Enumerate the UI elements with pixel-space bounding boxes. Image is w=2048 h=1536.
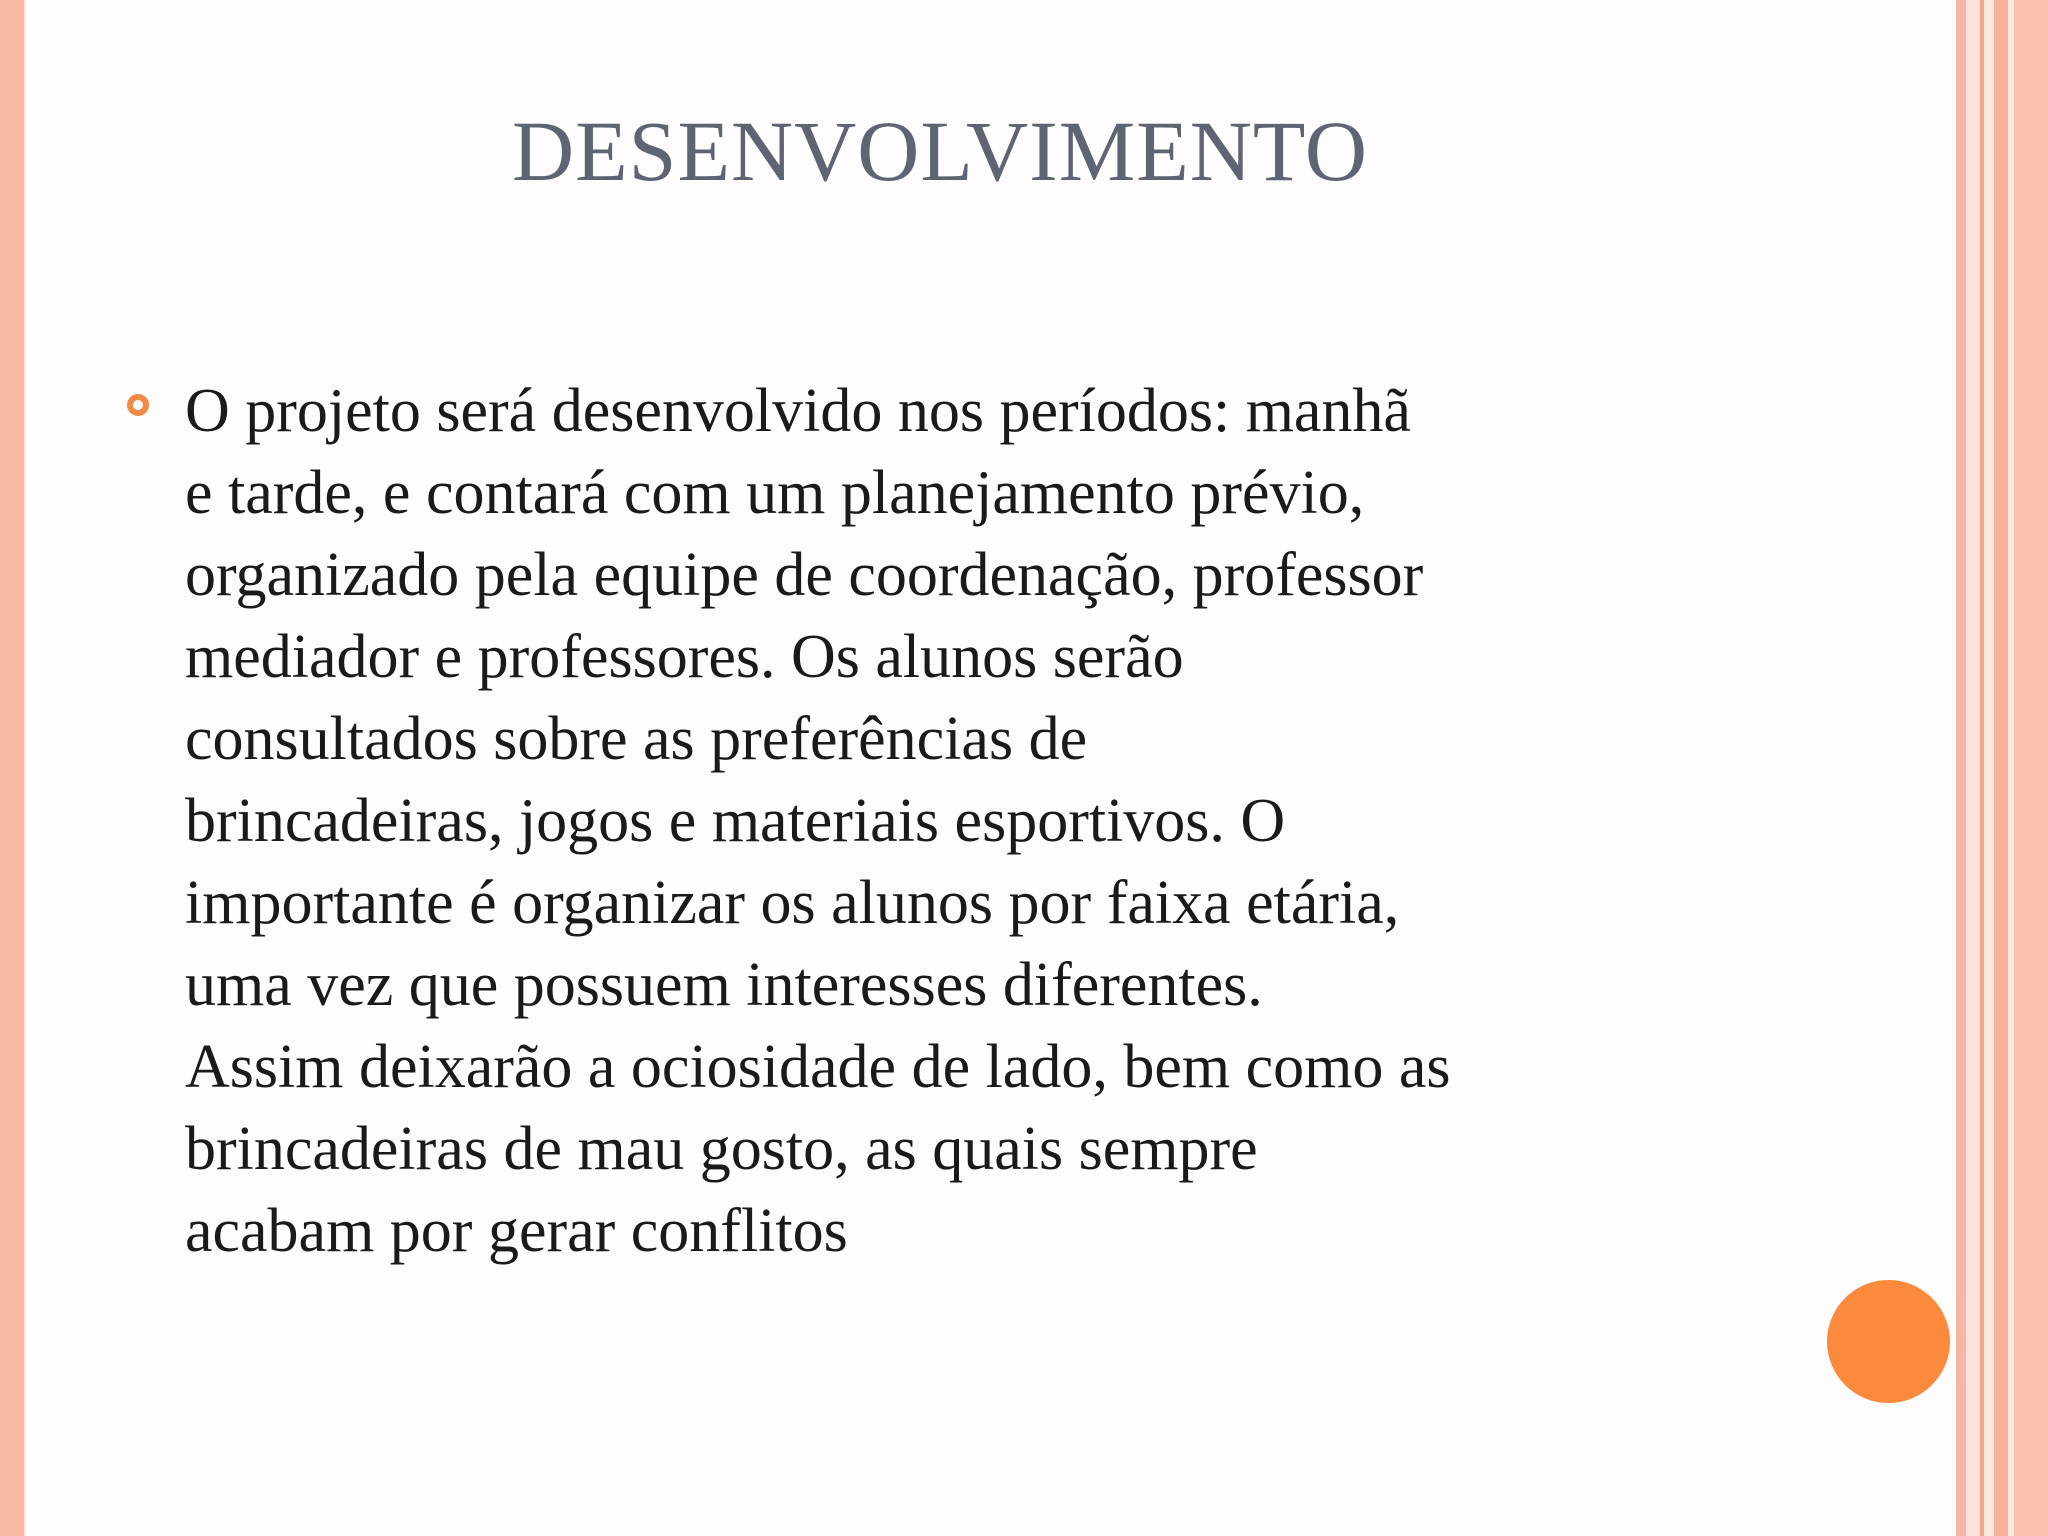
right-border-stripe	[1956, 0, 1966, 1536]
right-border-stripe	[2014, 0, 2048, 1536]
right-border-stripe	[1994, 0, 2008, 1536]
bullet-paragraph: O projeto será desenvolvido nos períodos: manhã e tarde, e contará com um planejamento prévio, organizado pela equipe de coordenação, professor mediador e professores. Os alunos serão consultados sobre as preferências de brincadeiras, jogos e materiais esportivos. O importante é organizar os alunos por faixa etária, uma vez que possuem interesses diferentes. Assim deixarão a ociosidade de lado, bem como as brincadeiras de mau gosto, as quais sempre acabam por gerar conflitos	[185, 377, 1451, 1265]
orange-circle-decoration-icon	[1827, 1280, 1950, 1403]
hollow-circle-bullet-icon	[127, 394, 149, 416]
right-border-stripe	[1966, 0, 1980, 1536]
slide-title: DESENVOLVIMENTO	[512, 103, 1368, 199]
left-border-highlight	[24, 0, 26, 1536]
right-border-stripe	[1984, 0, 1994, 1536]
left-border-stripe	[0, 0, 24, 1536]
